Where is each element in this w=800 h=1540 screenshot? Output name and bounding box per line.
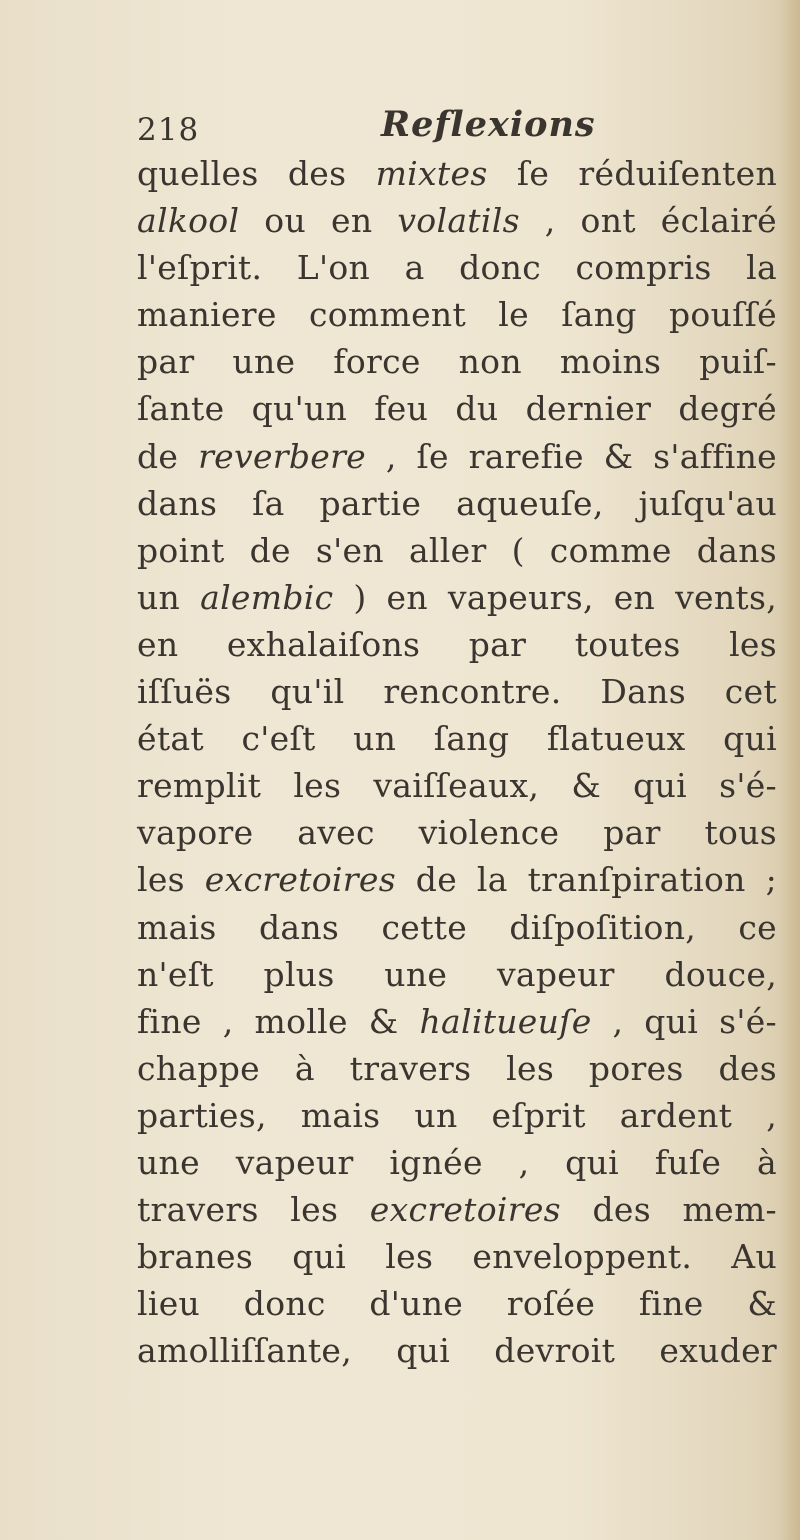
text-segment: remplit les vaiſſeaux, & qui s'é- (137, 766, 777, 806)
text-segment: branes qui les enveloppent. Au (137, 1237, 777, 1277)
text-line (137, 856, 777, 903)
text-line (137, 809, 777, 856)
text-segment: amolliſſante, qui devroit exuder (137, 1331, 777, 1371)
text-segment: mais dans cette diſpoſition, ce (137, 907, 777, 947)
text-segment: lieu donc d'une roſée fine & (137, 1284, 777, 1324)
text-line (137, 715, 777, 762)
text-segment: ſante qu'un feu du dernier degré (137, 389, 777, 429)
text-line (137, 1186, 777, 1233)
text-segment: , ſe rarefie & s'affine (366, 436, 777, 476)
text-line (137, 1280, 777, 1327)
italic-term: excretoires (204, 860, 396, 900)
italic-term: excretoires (369, 1190, 561, 1230)
text-line (137, 1092, 777, 1139)
text-segment: état c'eſt un ſang flatueux qui (137, 719, 777, 759)
text-segment: point de s'en aller ( comme dans (137, 530, 777, 570)
text-segment: un (137, 577, 201, 617)
text-segment: l'eſprit. L'on a donc compris la (137, 248, 777, 288)
text-line (137, 762, 777, 809)
italic-term: halitueuſe (419, 1001, 592, 1041)
text-segment: en exhalaiſons par toutes les (137, 624, 777, 664)
text-segment: une vapeur ignée , qui fuſe à (137, 1142, 777, 1182)
text-segment: par une force non moins puiſ- (137, 342, 777, 382)
text-line (137, 433, 777, 480)
text-line (137, 1233, 777, 1280)
italic-term: alembic (200, 577, 334, 617)
text-line (137, 527, 777, 574)
text-segment: , qui s'é- (591, 1001, 777, 1041)
italic-term: mixtes (375, 154, 488, 193)
text-line (137, 668, 777, 715)
text-segment: ) en vapeurs, en vents, (333, 577, 777, 617)
text-line (137, 1139, 777, 1186)
text-line (137, 385, 777, 432)
text-line (137, 197, 777, 244)
text-line (137, 244, 777, 291)
body-text (137, 150, 777, 1374)
text-line (137, 1045, 777, 1092)
italic-term: alkool (137, 201, 240, 241)
text-segment: iſſuës qu'il rencontre. Dans cet (137, 672, 777, 712)
text-line (137, 621, 777, 668)
text-segment: quelles des (137, 154, 376, 193)
text-segment: vapore avec violence par tous (137, 813, 777, 853)
text-segment: n'eſt plus une vapeur douce, (137, 954, 777, 994)
text-segment: fine , molle & (137, 1001, 420, 1041)
text-line (137, 998, 777, 1045)
page-header (137, 100, 657, 150)
text-segment: , ont éclairé (519, 201, 777, 241)
text-segment: travers les (137, 1190, 370, 1230)
running-head: Reflexions (381, 104, 596, 145)
text-segment: ou en (239, 201, 398, 241)
text-line (137, 150, 777, 197)
text-line (137, 291, 777, 338)
text-line (137, 338, 777, 385)
page-number: 218 (137, 112, 200, 148)
text-segment: parties, mais un eſprit ardent , (137, 1095, 777, 1135)
text-segment: ſe réduiſenten (487, 154, 777, 193)
text-line (137, 1327, 777, 1374)
text-segment: les (137, 860, 205, 900)
text-segment: de la tranſpiration ; (395, 860, 777, 900)
text-line (137, 574, 777, 621)
text-segment: dans ſa partie aqueuſe, juſqu'au (137, 483, 777, 523)
text-segment: chappe à travers les pores des (137, 1048, 777, 1088)
text-line (137, 480, 777, 527)
text-segment: de (137, 436, 199, 476)
italic-term: volatils (397, 201, 520, 241)
text-segment: des mem- (560, 1190, 777, 1230)
italic-term: reverbere (198, 436, 367, 476)
text-line (137, 904, 777, 951)
text-line (137, 951, 777, 998)
text-segment: maniere comment le ſang pouſſé (137, 295, 777, 335)
